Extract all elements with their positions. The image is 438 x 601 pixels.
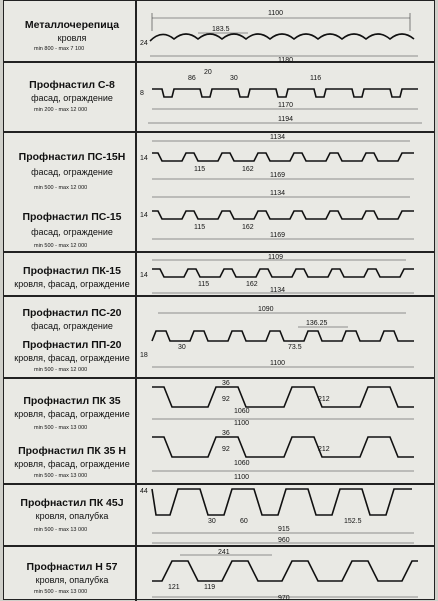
- dim-label: 92: [222, 446, 230, 453]
- profile-name: Профнастил ПК 45J: [20, 497, 124, 509]
- dim-label: 960: [278, 537, 290, 544]
- dim-label: 1134: [270, 190, 286, 197]
- profile-name: Профнастил ПП-20: [22, 339, 122, 351]
- profile-drawing: [138, 1, 434, 63]
- dim-label: 152.5: [344, 518, 362, 525]
- length-range: min 500 - max 12 000: [34, 243, 88, 249]
- dim-label: 30: [208, 518, 216, 525]
- dim-label: 1060: [234, 408, 250, 415]
- dim-label: 1169: [270, 232, 286, 239]
- dim-label: 162: [242, 224, 254, 231]
- dim-label: 8: [140, 90, 144, 97]
- profile-use: кровля: [57, 33, 87, 43]
- length-range: min 500 - max 13 000: [34, 589, 88, 595]
- profile-use: фасад, ограждение: [31, 227, 113, 237]
- dim-label: 212: [318, 446, 330, 453]
- profile-name: Профнастил ПС-15: [22, 211, 122, 223]
- dim-label: 1100: [268, 10, 284, 17]
- label-cell: [4, 253, 137, 295]
- dim-label: 183.5: [212, 26, 230, 33]
- dim-label: 1100: [270, 360, 286, 367]
- label-cell: [4, 485, 137, 545]
- row-ps15: [4, 133, 434, 253]
- dim-label: 1109: [268, 254, 284, 261]
- dim-label: 1100: [234, 474, 250, 481]
- profile-name: Металлочерепица: [24, 19, 120, 31]
- dim-label: 136.25: [306, 320, 328, 327]
- profile-drawing: [138, 297, 434, 379]
- profile-name: Профнастил ПС-20: [22, 307, 122, 319]
- profile-name: Профнастил ПК 35 Н: [18, 445, 126, 457]
- dim-label: 14: [140, 155, 148, 162]
- row-pk15: [4, 253, 434, 297]
- label-cell: [4, 133, 137, 251]
- profile-drawing: [138, 547, 434, 601]
- dim-label: 115: [198, 281, 210, 288]
- dim-label: 73.5: [288, 344, 302, 351]
- dim-label: 1090: [258, 306, 274, 313]
- dim-label: 119: [204, 584, 216, 591]
- profile-use: фасад, ограждение: [31, 321, 113, 331]
- profile-use: кровля, опалубка: [35, 575, 109, 585]
- dim-label: 86: [188, 75, 196, 82]
- row-c8: [4, 63, 434, 133]
- profile-name: Профнастил Н 57: [26, 561, 118, 573]
- profile-name: Профнастил ПК-15: [23, 265, 121, 277]
- dim-label: 1134: [270, 287, 286, 294]
- dim-label: 36: [222, 430, 230, 437]
- profile-drawing: [138, 63, 434, 133]
- profile-use: кровля, фасад, ограждение: [14, 353, 130, 363]
- label-cell: [4, 1, 137, 61]
- dim-label: 30: [230, 75, 238, 82]
- profile-use: фасад, ограждение: [31, 93, 113, 103]
- dim-label: 14: [140, 272, 148, 279]
- dim-label: 162: [242, 166, 254, 173]
- row-pk35: [4, 379, 434, 485]
- dim-label: 116: [310, 75, 322, 82]
- dim-label: 915: [278, 526, 290, 533]
- dim-label: 24: [140, 40, 148, 47]
- dim-label: 1194: [278, 116, 294, 123]
- label-cell: [4, 297, 137, 377]
- length-range: min 200 - max 12 000: [34, 107, 88, 113]
- length-range: min 500 - max 13 000: [34, 473, 88, 479]
- profile-name: Профнастил ПК 35: [23, 395, 121, 407]
- profile-use: кровля, фасад, ограждение: [14, 409, 130, 419]
- dim-label: 60: [240, 518, 248, 525]
- dim-label: 212: [318, 396, 330, 403]
- profile-drawing: [138, 379, 434, 485]
- profile-spec-sheet: [3, 0, 435, 600]
- length-range: min 500 - max 12 000: [34, 185, 88, 191]
- dim-label: 115: [194, 224, 206, 231]
- dim-label: 92: [222, 396, 230, 403]
- profile-name: Профнастил С-8: [29, 79, 115, 91]
- profile-use: кровля, фасад, ограждение: [14, 459, 130, 469]
- dim-label: 44: [140, 488, 148, 495]
- dim-label: 14: [140, 212, 148, 219]
- row-n57: [4, 547, 434, 601]
- row-ps20-pp20: [4, 297, 434, 379]
- profile-drawing: [138, 133, 434, 253]
- dim-label: 1134: [270, 134, 286, 141]
- length-range: min 500 - max 13 000: [34, 527, 88, 533]
- dim-label: 1169: [270, 172, 286, 179]
- label-cell: [4, 547, 137, 601]
- dim-label: 241: [218, 549, 230, 556]
- length-range: min 800 - max 7 100: [34, 46, 85, 52]
- profile-use: кровля, фасад, ограждение: [14, 279, 130, 289]
- label-cell: [4, 63, 137, 131]
- dim-label: 970: [278, 595, 290, 601]
- profile-drawing: [138, 253, 434, 297]
- profile-use: кровля, опалубка: [35, 511, 109, 521]
- row-metallocherepitsa: [4, 1, 434, 63]
- label-cell: [4, 379, 137, 483]
- dim-label: 162: [246, 281, 258, 288]
- dim-label: 18: [140, 352, 148, 359]
- row-pk45j: [4, 485, 434, 547]
- length-range: min 500 - max 12 000: [34, 367, 88, 373]
- dim-label: 121: [168, 584, 180, 591]
- profile-use: фасад, ограждение: [31, 167, 113, 177]
- profile-drawing: [138, 485, 434, 547]
- dim-label: 1060: [234, 460, 250, 467]
- dim-label: 1180: [278, 57, 294, 63]
- profile-name: Профнастил ПС-15Н: [18, 151, 126, 163]
- dim-label: 20: [204, 69, 212, 76]
- length-range: min 500 - max 13 000: [34, 425, 88, 431]
- dim-label: 30: [178, 344, 186, 351]
- dim-label: 1100: [234, 420, 250, 427]
- dim-label: 115: [194, 166, 206, 173]
- dim-label: 1170: [278, 102, 294, 109]
- dim-label: 36: [222, 380, 230, 387]
